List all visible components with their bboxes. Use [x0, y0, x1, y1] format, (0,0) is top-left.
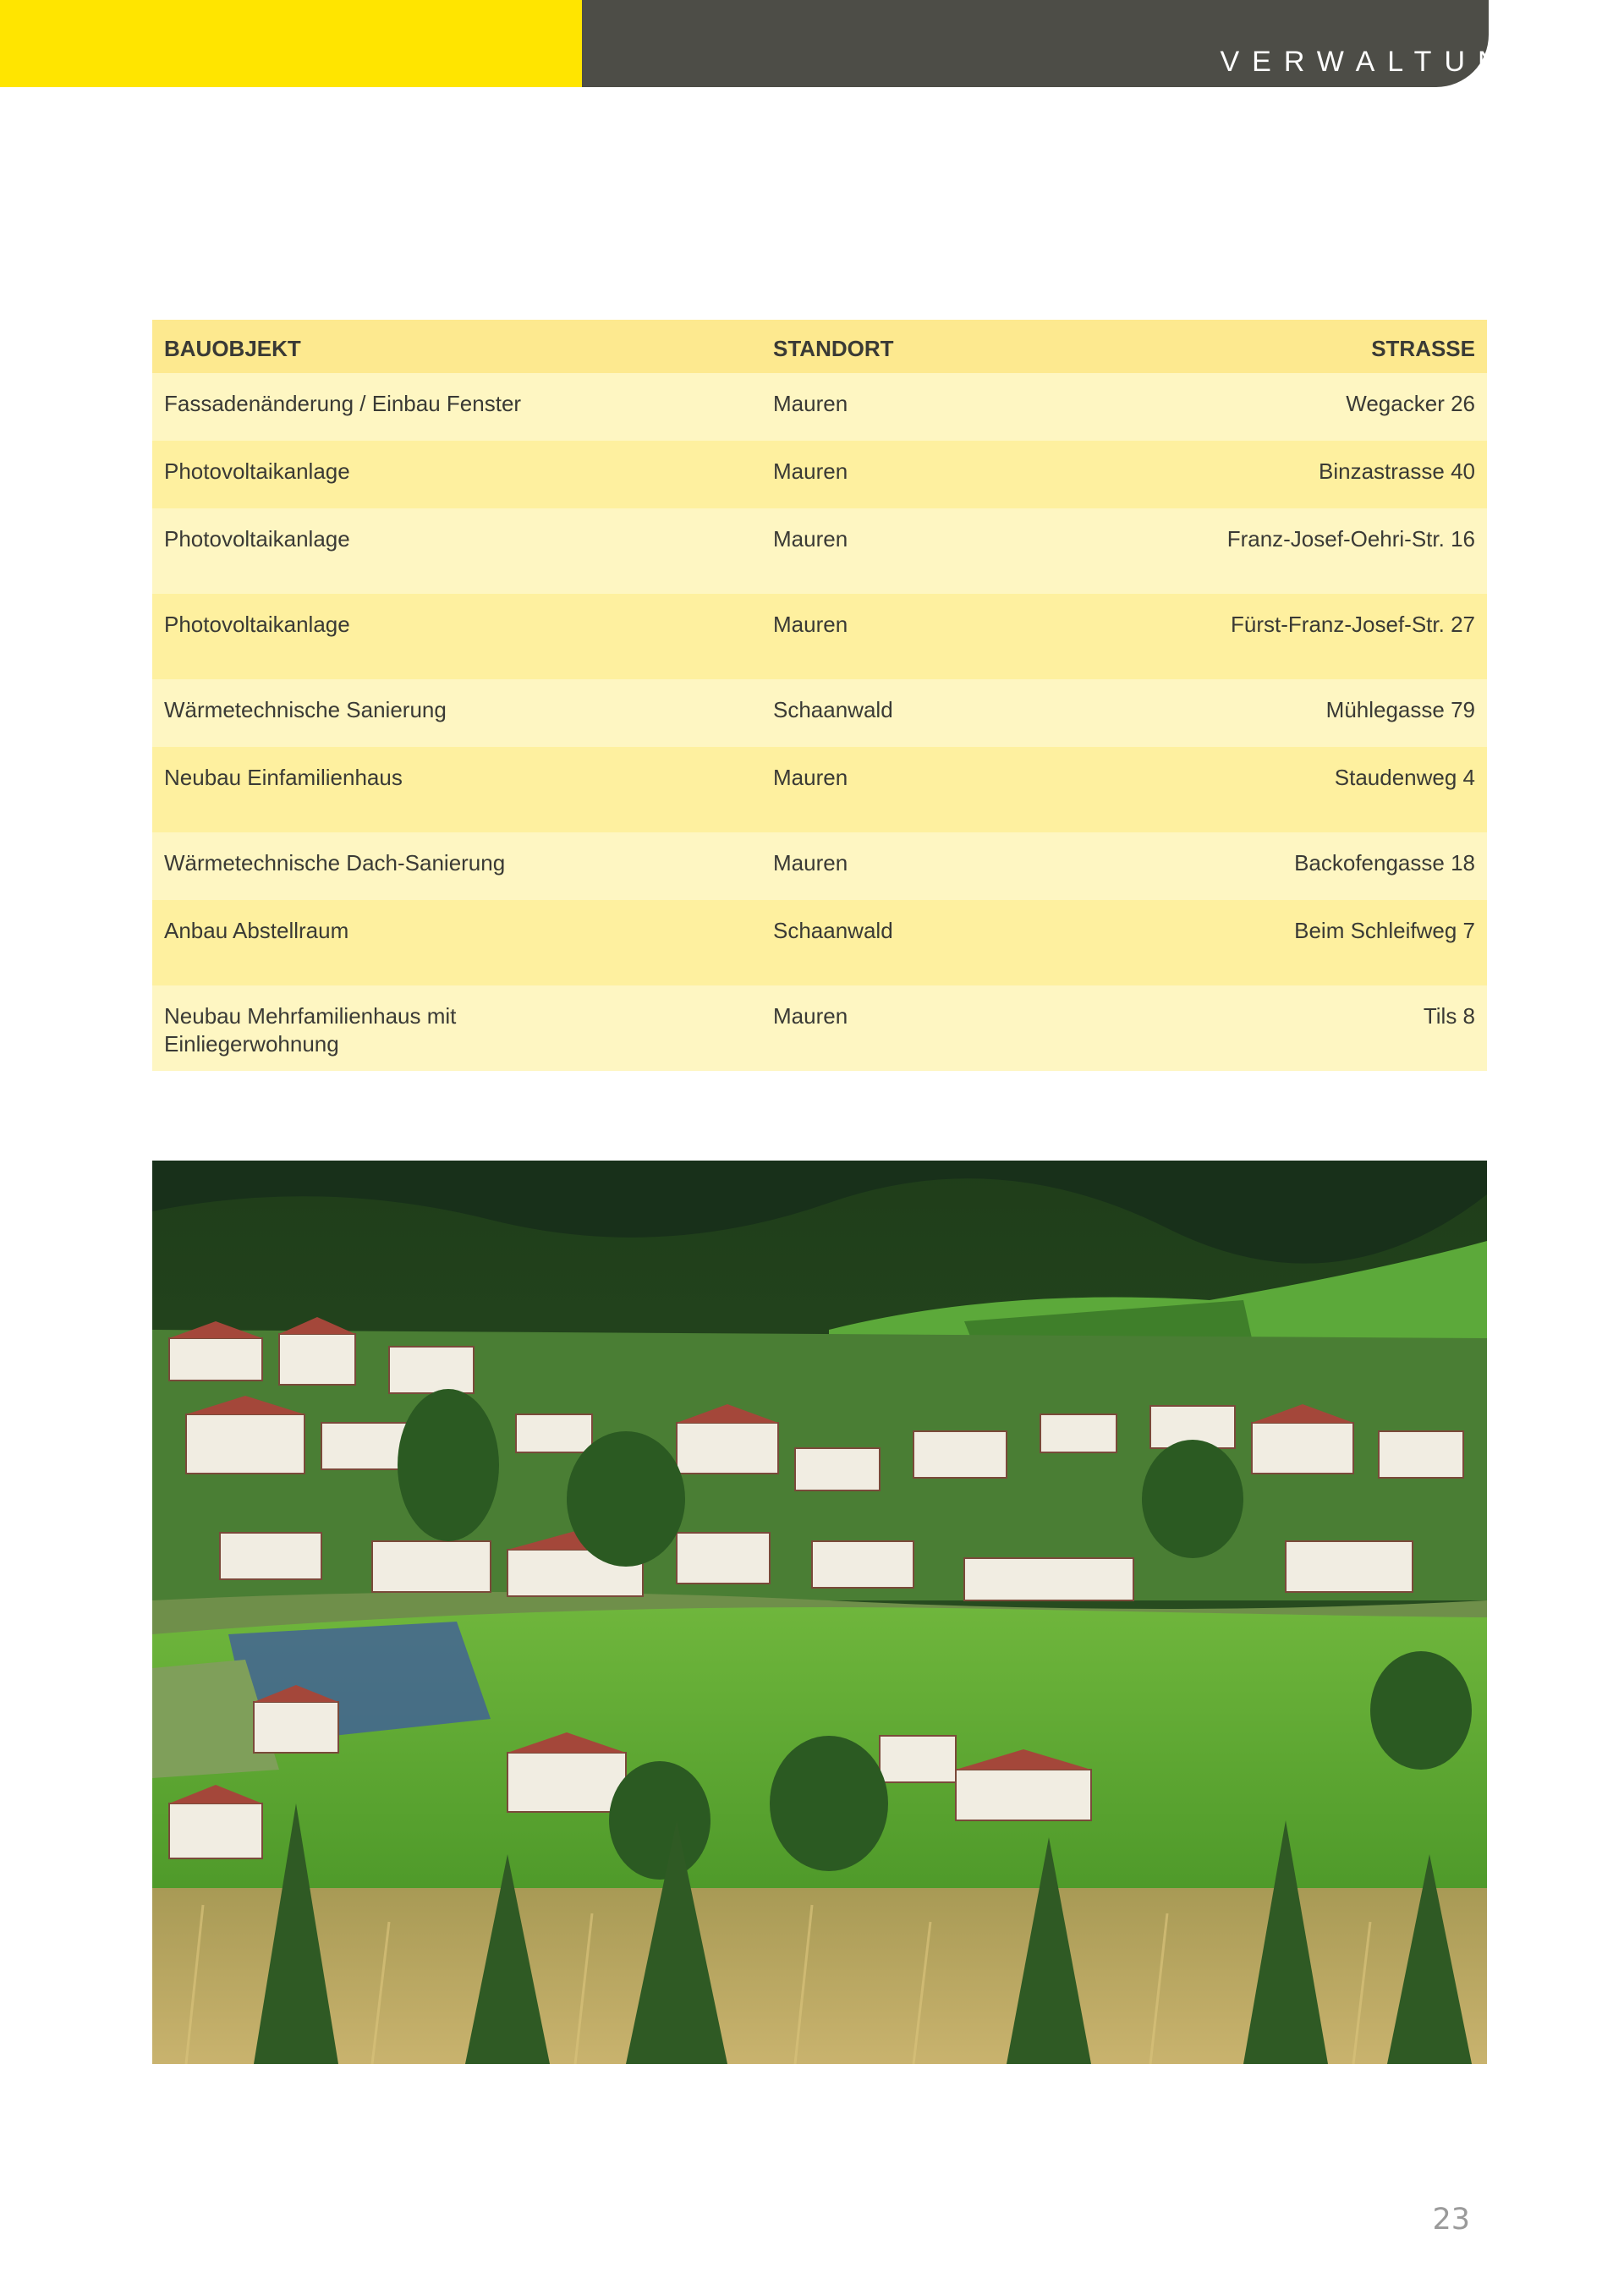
- cell-standort: Mauren: [773, 391, 848, 416]
- cell-strasse: Wegacker 26: [1346, 391, 1475, 416]
- landscape-illustration: [152, 1161, 1487, 2064]
- table-row: [152, 832, 1487, 900]
- village-landscape-photo: [152, 1161, 1487, 2064]
- section-title: VERWALTUNG: [1220, 46, 1546, 78]
- column-header-bauobjekt: BAUOBJEKT: [164, 336, 301, 361]
- table-row: [152, 679, 1487, 747]
- cell-bauobjekt: Wärmetechnische Dach-Sanierung: [164, 850, 506, 876]
- cell-strasse: Mühlegasse 79: [1325, 697, 1475, 722]
- cell-bauobjekt: Photovoltaikanlage: [164, 526, 350, 552]
- page-number: 23: [1432, 2203, 1470, 2237]
- column-header-standort: STANDORT: [773, 336, 894, 361]
- cell-standort: Schaanwald: [773, 697, 893, 722]
- header-yellow-bar: [0, 0, 582, 87]
- cell-bauobjekt: Photovoltaikanlage: [164, 612, 350, 637]
- cell-strasse: Tils 8: [1423, 1003, 1475, 1029]
- cell-bauobjekt: Anbau Abstellraum: [164, 918, 349, 943]
- cell-strasse: Franz-Josef-Oehri-Str. 16: [1226, 526, 1475, 552]
- cell-standort: Mauren: [773, 850, 848, 876]
- cell-bauobjekt: Fassadenänderung / Einbau Fenster: [164, 391, 522, 416]
- column-header-strasse: STRASSE: [1371, 336, 1475, 361]
- cell-strasse: Binzastrasse 40: [1319, 458, 1475, 484]
- table-header-row: [152, 320, 1487, 373]
- cell-standort: Mauren: [773, 526, 848, 552]
- cell-strasse: Staudenweg 4: [1334, 765, 1475, 790]
- cell-strasse: Fürst-Franz-Josef-Str. 27: [1231, 612, 1475, 637]
- building-permits-table: [152, 320, 1487, 1071]
- table-row: [152, 441, 1487, 508]
- cell-standort: Schaanwald: [773, 918, 893, 943]
- cell-standort: Mauren: [773, 1003, 848, 1029]
- cell-standort: Mauren: [773, 765, 848, 790]
- table-row: [152, 900, 1487, 985]
- cell-strasse: Beim Schleifweg 7: [1294, 918, 1475, 943]
- table-row: [152, 508, 1487, 594]
- cell-bauobjekt: Photovoltaikanlage: [164, 458, 350, 484]
- cell-bauobjekt: Neubau Einfamilienhaus: [164, 765, 403, 790]
- cell-strasse: Backofengasse 18: [1294, 850, 1475, 876]
- table-row: [152, 985, 1487, 1071]
- cell-standort: Mauren: [773, 458, 848, 484]
- table-row: [152, 747, 1487, 832]
- table-row: [152, 594, 1487, 679]
- cell-standort: Mauren: [773, 612, 848, 637]
- table-row: [152, 373, 1487, 441]
- cell-bauobjekt: Wärmetechnische Sanierung: [164, 697, 447, 722]
- cell-bauobjekt: Neubau Mehrfamilienhaus mit Einliegerwohnung: [164, 1003, 457, 1057]
